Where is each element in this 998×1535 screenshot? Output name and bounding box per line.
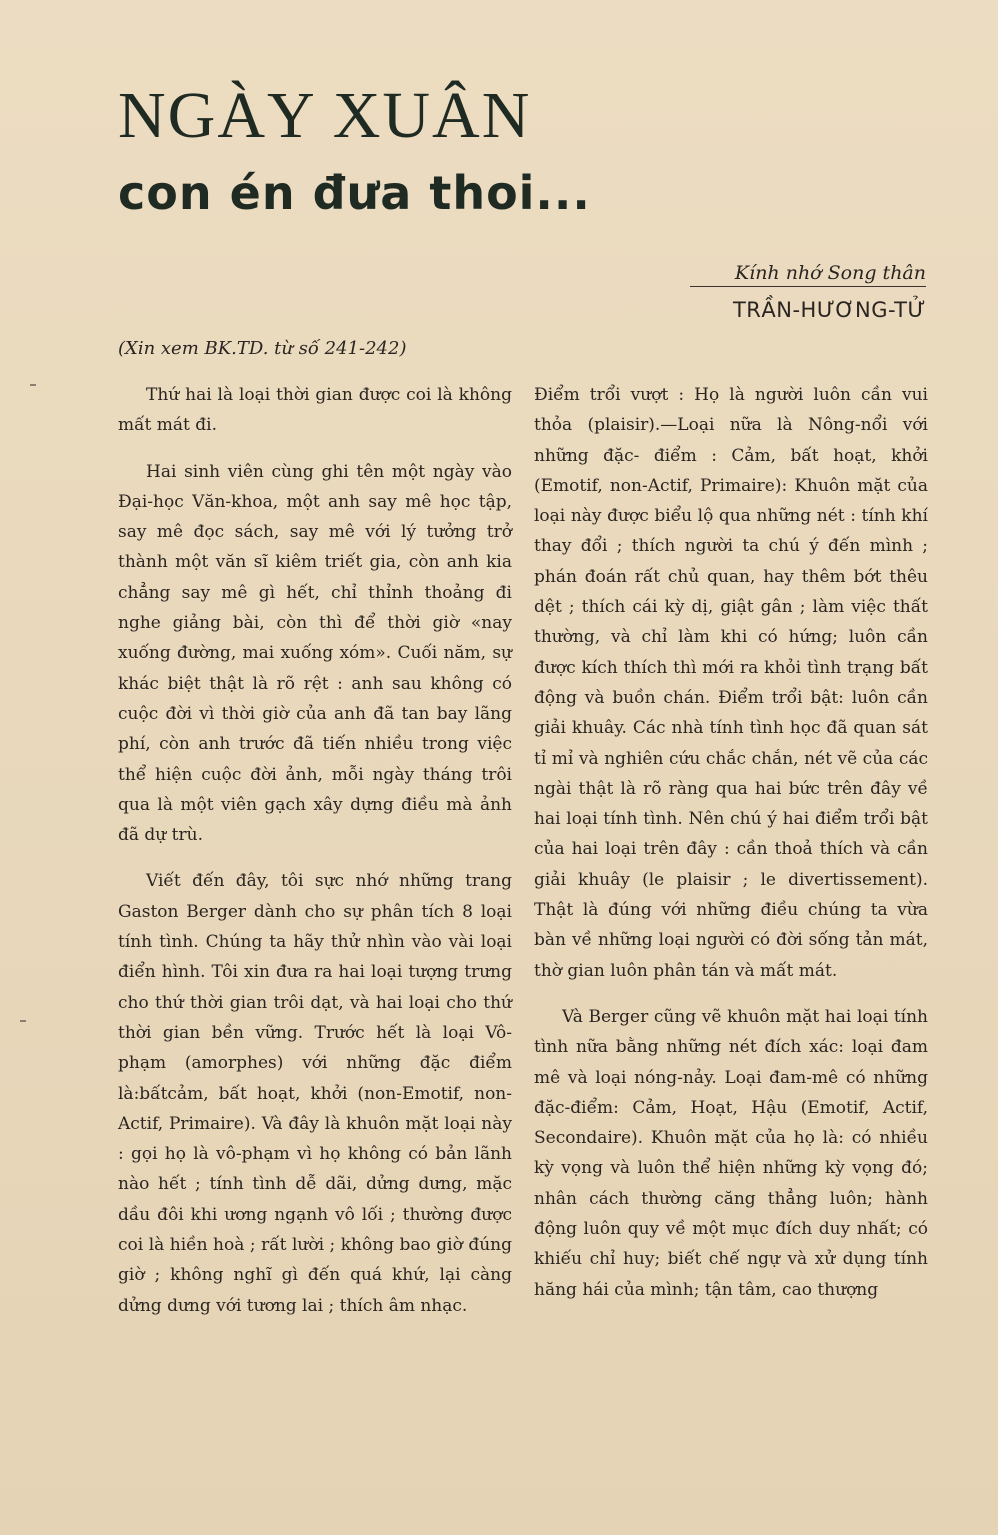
paragraph: Thứ hai là loại thời gian được coi là không mất mát đi. bbox=[118, 385, 512, 436]
margin-mark bbox=[30, 384, 36, 386]
article-subtitle: con én đưa thoi... bbox=[118, 166, 591, 220]
paragraph: Điểm trổi vượt : Họ là người luôn cần vui thỏa (plaisir).—Loại nữa là Nông-nổi với những đặc- điểm : Cảm, bất hoạt, khởi (Emotif, non-Actif, Primaire): Khuôn mặt của loại này được biểu lộ qua những nét : tính khí thay đổi ; thích người ta chú ý đến mình ; phán đoán rất chủ quan, hay thêm bớt thêu dệt ; thích cái kỳ dị, giật gân ; làm việc thất thường, và chỉ làm khi có hứng; luôn cần được kích thích thì mới ra khỏi tình trạng bất động và buồn chán. Điểm trổi bật: luôn cần giải khuây. Các nhà tính tình học đã quan sát tỉ mỉ và nghiên cứu chắc chắn, nét vẽ của các ngài thật là rõ ràng qua hai bức trên đây về hai loại tính tình. Nên chú ý hai điểm trổi bật của hai loại trên đây : cần thoả thích và cần giải khuây (le plaisir ; le divertissement). Thật là đúng với những điều chúng ta vừa bàn về những loại người có đời sống tản mát, thờ gian luôn phân tán và mất mát. bbox=[534, 385, 928, 981]
article-title: NGÀY XUÂN bbox=[118, 79, 532, 152]
dedication: Kính nhớ Song thân bbox=[690, 262, 926, 287]
right-column bbox=[534, 380, 928, 1321]
author-name: TRẦN-HƯƠNG-TỬ bbox=[732, 298, 926, 322]
reference-note: (Xin xem BK.TD. từ số 241-242) bbox=[118, 338, 407, 359]
paragraph: Hai sinh viên cùng ghi tên một ngày vào Đại-học Văn-khoa, một anh say mê học tập, say mê đọc sách, say mê với lý tưởng trở thành một văn sĩ kiêm triết gia, còn anh kia chẳng say mê gì hết, chỉ thỉnh thoảng đi nghe giảng bài, còn thì để thời giờ «nay xuống đường, mai xuống xóm». Cuối năm, sự khác biệt thật là rõ rệt : anh sau không có cuộc đời vì thời giờ của anh đã tan bay lãng phí, còn anh trước đã tiến nhiều trong việc thể hiện cuộc đời ảnh, mỗi ngày tháng trôi qua là một viên gạch xây dựng điều mà ảnh đã dự trù. bbox=[118, 461, 512, 846]
paragraph: Viết đến đây, tôi sực nhớ những trang Gaston Berger dành cho sự phân tích 8 loại tính tình. Chúng ta hãy thử nhìn vào vài loại điển hình. Tôi xin đưa ra hai loại tượng trưng cho thứ thời gian trôi dạt, và hai loại cho thứ thời gian bền vững. Trước hết là loại Vô-phạm (amorphes) với những đặc điểm là:bấtcảm, bất hoạt, khởi (non-Emotif, non-Actif, Primaire). Và đây là khuôn mặt loại này : gọi họ là vô-phạm vì họ không có bản lãnh nào hết ; tính tình dễ dãi, dửng dưng, mặc dầu đôi khi ương ngạnh vô lối ; thường được coi là hiền hoà ; rất lười ; không bao giờ đúng giờ ; không nghĩ gì đến quá khứ, lại càng dửng dưng với tương lai ; thích âm nhạc. bbox=[118, 871, 512, 1316]
left-column bbox=[118, 380, 512, 1337]
margin-mark bbox=[20, 1020, 26, 1022]
paragraph: Và Berger cũng vẽ khuôn mặt hai loại tính tình nữa bằng những nét đích xác: loại đam mê và loại nóng-nảy. Loại đam-mê có những đặc-điểm: Cảm, Hoạt, Hậu (Emotif, Actif, Secondaire). Khuôn mặt của họ là: có nhiều kỳ vọng và luôn thể hiện những kỳ vọng đó; nhân cách thường căng thẳng luôn; hành động luôn quy về một mục đích duy nhất; có khiếu chỉ huy; biết chế ngự và xử dụng tính hăng hái của mình; tận tâm, cao thượng bbox=[534, 1006, 928, 1300]
